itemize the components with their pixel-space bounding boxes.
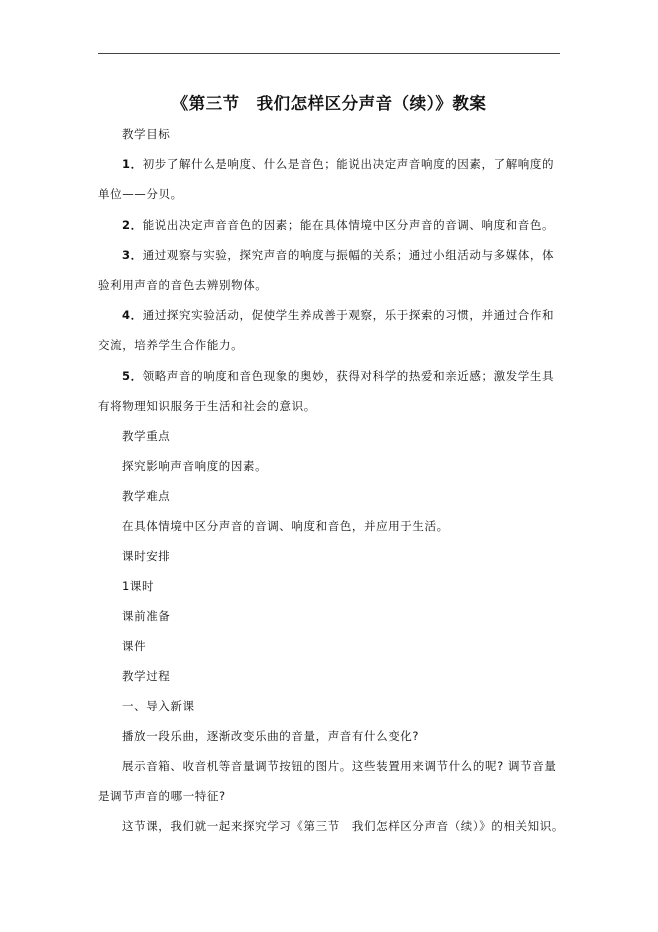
section-heading: 教学难点 <box>122 489 171 503</box>
section-heading: 教学过程 <box>122 669 171 683</box>
paragraph: 探究影响声音响度的因素。 <box>122 459 268 473</box>
objective-item: 2．能说出决定声音音色的因素；能在具体情境中区分声音的音调、响度和音色。 <box>122 218 555 232</box>
section-heading: 课时安排 <box>122 549 171 563</box>
subsection-heading: 一、导入新课 <box>122 699 195 713</box>
section-heading: 课前准备 <box>122 609 171 623</box>
objective-item: 5．领略声音的响度和音色现象的奥妙，获得对科学的热爱和亲近感；激发学生具有将物理知识服务于生活和社会的意识。 <box>98 369 555 413</box>
paragraph: 这节课，我们就一起来探究学习《第三节 我们怎样区分声音（续）》的相关知识。 <box>122 819 564 833</box>
objective-item: 4．通过探究实验活动，促使学生养成善于观察，乐于探索的习惯，并通过合作和交流，培养学生合作能力。 <box>98 308 555 352</box>
paragraph: 课件 <box>122 639 147 653</box>
paragraph: 播放一段乐曲，逐渐改变乐曲的音量，声音有什么变化? <box>122 729 420 743</box>
paragraph: 展示音箱、收音机等音量调节按钮的图片。这些装置用来调节什么的呢? 调节音量是调节声音的哪一特征? <box>98 759 557 803</box>
objective-item: 3．通过观察与实验，探究声音的响度与振幅的关系；通过小组活动与多媒体，体验利用声音的音色去辨别物体。 <box>98 248 555 292</box>
paragraph: 1课时 <box>122 579 155 593</box>
section-heading: 教学目标 <box>122 127 171 141</box>
objective-item: 1．初步了解什么是响度、什么是音色；能说出决定声音响度的因素，了解响度的单位——分贝。 <box>98 157 555 201</box>
paragraph: 在具体情境中区分声音的音调、响度和音色，并应用于生活。 <box>122 519 449 533</box>
section-heading: 教学重点 <box>122 429 171 443</box>
document-title: 《第三节 我们怎样区分声音（续）》教案 <box>171 94 487 113</box>
header-rule <box>98 53 560 54</box>
